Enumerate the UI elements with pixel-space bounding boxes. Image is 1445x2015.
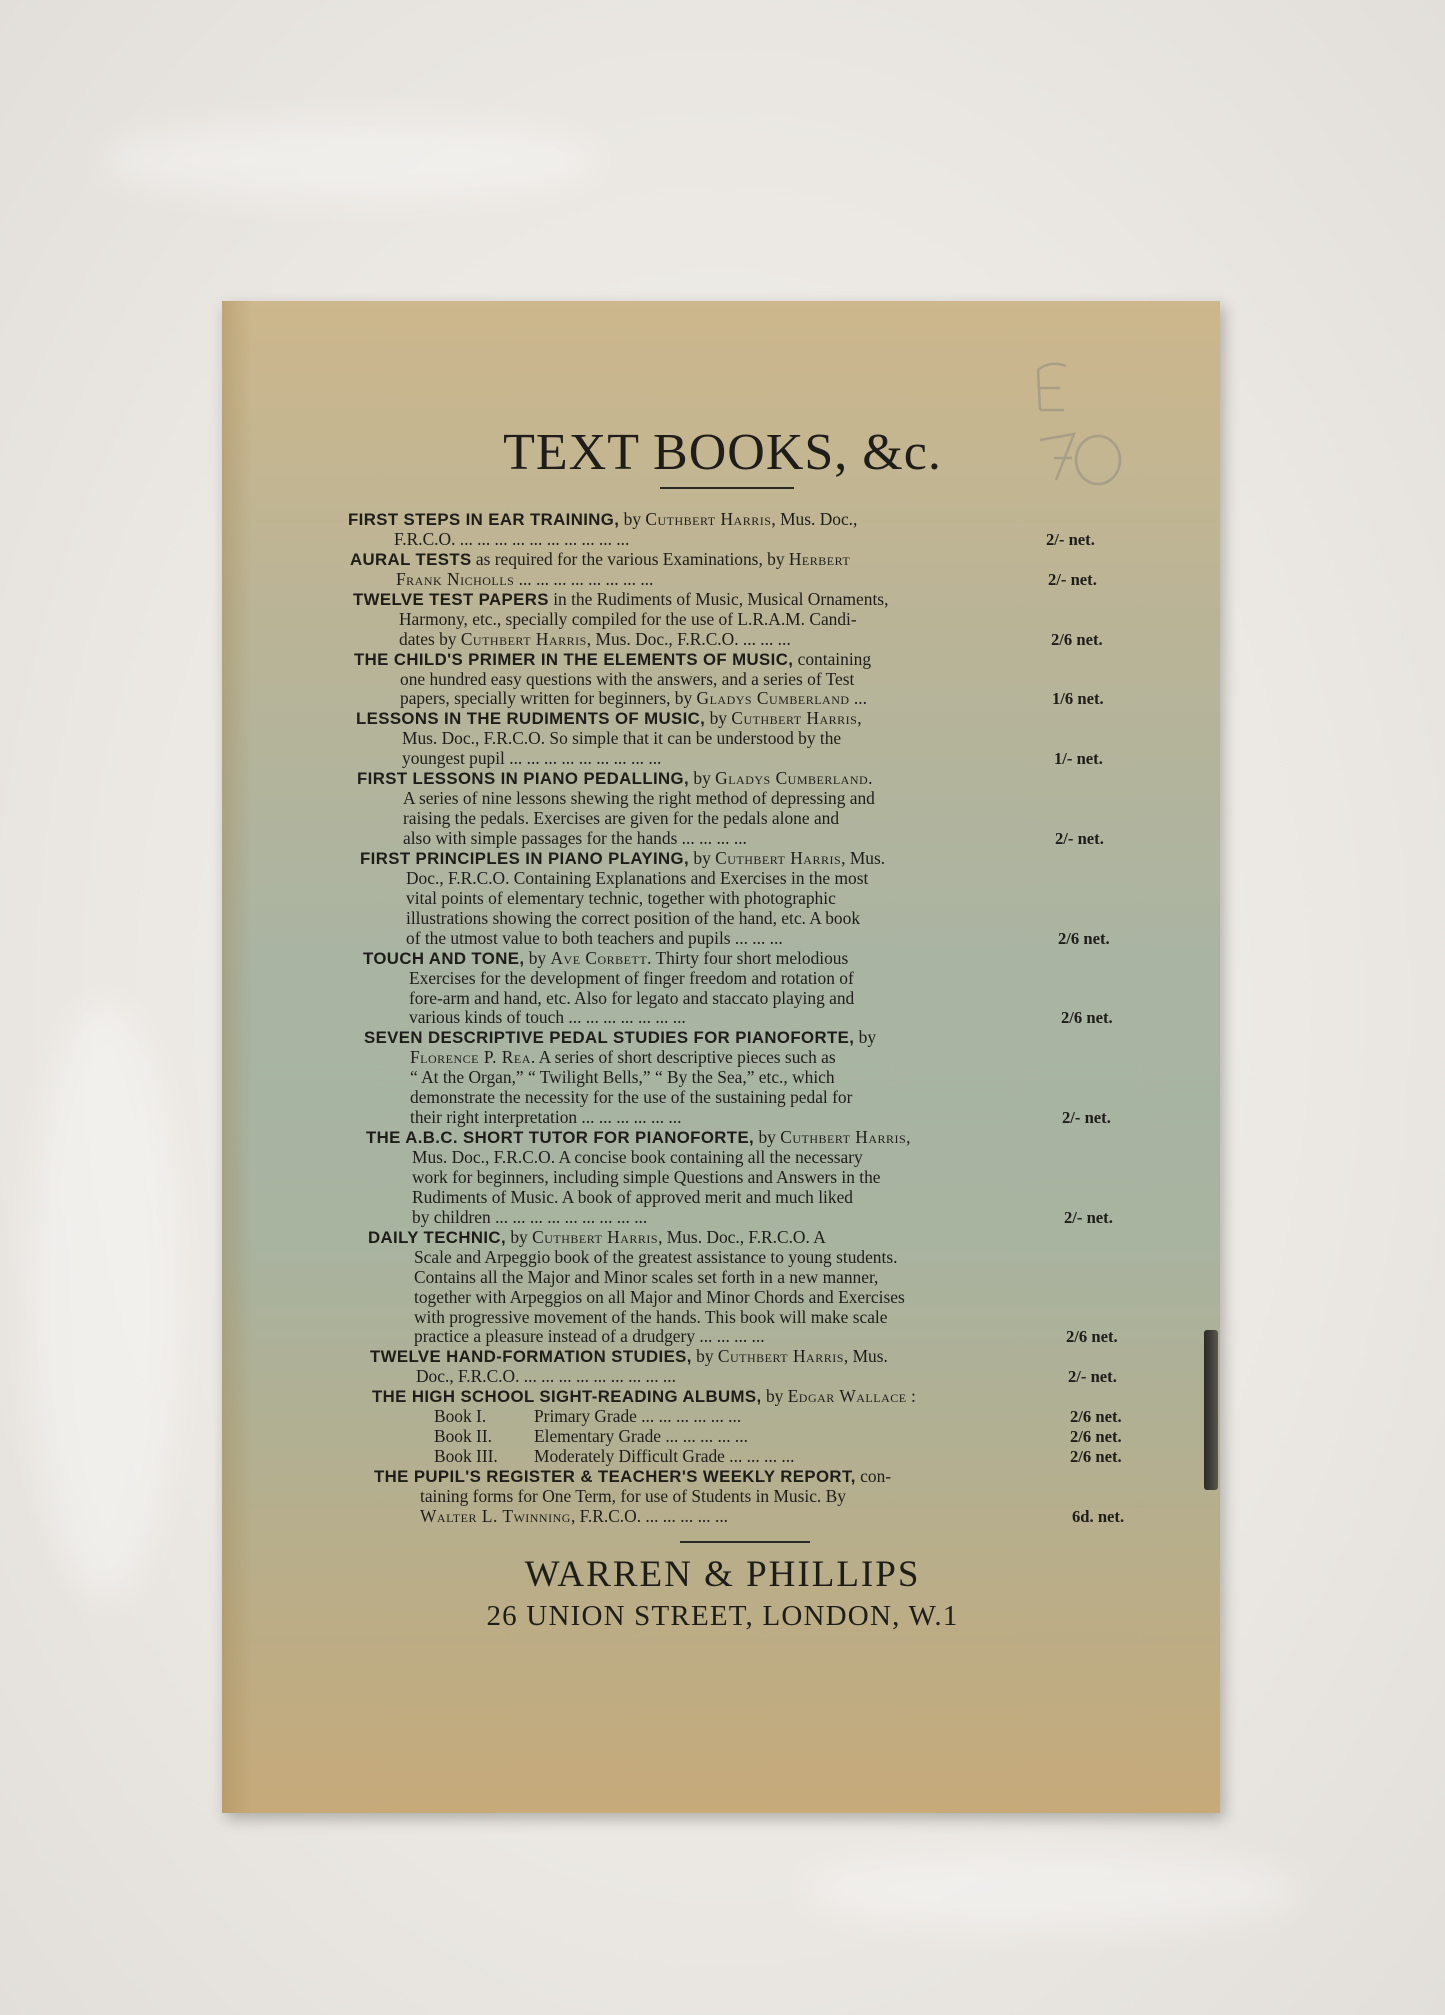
entry-text: Harmony, etc., specially compiled for the use of L.R.A.M. Candi- bbox=[399, 608, 857, 629]
entry-text: , F.R.C.O. ... ... ... ... ... bbox=[570, 1505, 729, 1526]
book-number: Book II. bbox=[434, 1426, 492, 1447]
entry-text: Scale and Arpeggio book of the greatest assistance to young students. bbox=[414, 1246, 898, 1267]
entry-line bbox=[363, 1007, 1113, 1028]
author-name: Cuthbert Harris bbox=[717, 1346, 844, 1367]
entry-text: , Mus. Doc., F.R.C.O. ... ... ... bbox=[586, 628, 791, 649]
author-name: Frank Nicholls bbox=[396, 568, 515, 589]
publisher-divider bbox=[680, 1541, 810, 1543]
price: 2/6 net. bbox=[1051, 629, 1103, 649]
entry-text: Rudiments of Music. A book of approved merit and much liked bbox=[412, 1186, 853, 1207]
entry-text: , Mus. Doc., F.R.C.O. A bbox=[658, 1226, 826, 1247]
entry-line bbox=[370, 1347, 1108, 1367]
author-name: Cuthbert Harris, bbox=[780, 1127, 912, 1148]
background-fold bbox=[800, 1850, 1300, 1930]
entry-line bbox=[360, 909, 1108, 929]
book-entry bbox=[353, 590, 1108, 650]
author-name: Herbert bbox=[788, 548, 851, 569]
entry-text: by bbox=[689, 847, 716, 868]
entry-text: together with Arpeggios on all Major and Minor Chords and Exercises bbox=[414, 1286, 905, 1307]
entry-line bbox=[350, 570, 1108, 590]
book-title: FIRST STEPS IN EAR TRAINING, bbox=[348, 510, 620, 529]
entry-line bbox=[348, 510, 1108, 530]
entry-text: Doc., F.R.C.O. Containing Explanations and Exercises in the most bbox=[406, 867, 869, 888]
album-book-row bbox=[372, 1406, 1122, 1427]
author-name: Gladys Cumberland. bbox=[715, 768, 874, 789]
price: 2/- net. bbox=[1064, 1207, 1113, 1227]
entry-text: Contains all the Major and Minor scales set forth in a new manner, bbox=[414, 1266, 879, 1287]
entry-line bbox=[366, 1168, 1108, 1188]
entry-line bbox=[366, 1206, 1113, 1228]
entry-line bbox=[357, 829, 1108, 849]
entry-line bbox=[357, 769, 1108, 789]
entry-line bbox=[366, 1128, 1108, 1148]
entry-text: by bbox=[761, 1386, 788, 1407]
book-entry bbox=[364, 1027, 1111, 1128]
entry-text: , Mus. Doc., bbox=[771, 509, 858, 529]
entry-line bbox=[354, 650, 1108, 670]
entry-line bbox=[360, 849, 1108, 869]
book-entry bbox=[354, 650, 1108, 710]
book-grade: Primary Grade ... ... ... ... ... ... bbox=[534, 1406, 742, 1427]
entry-text: practice a pleasure instead of a drudgery ... ... ... ... bbox=[414, 1326, 765, 1347]
entry-line bbox=[350, 550, 1108, 570]
price: 2/- net. bbox=[1048, 569, 1097, 589]
entry-text: . Thirty four short melodious bbox=[647, 947, 849, 968]
entry-text: of the utmost value to both teachers and pupils ... ... ... bbox=[406, 927, 783, 948]
book-number: Book I. bbox=[434, 1406, 487, 1427]
book-title: FIRST LESSONS IN PIANO PEDALLING, bbox=[357, 769, 690, 789]
book-entry bbox=[366, 1127, 1113, 1228]
entry-text: illustrations showing the correct position of the hand, etc. A book bbox=[406, 907, 861, 928]
entry-line bbox=[374, 1467, 1108, 1487]
entry-line bbox=[372, 1387, 1108, 1407]
book-title: THE CHILD'S PRIMER IN THE ELEMENTS OF MUSIC, bbox=[354, 649, 794, 669]
price: 2/6 net. bbox=[1070, 1427, 1122, 1447]
book-title: AURAL TESTS bbox=[350, 549, 472, 569]
entry-text: F.R.C.O. ... ... ... ... ... ... ... ... ... ... bbox=[394, 528, 630, 549]
entry-line bbox=[364, 1048, 1108, 1068]
book-title: THE A.B.C. SHORT TUTOR FOR PIANOFORTE, bbox=[366, 1128, 755, 1148]
price: 6d. net. bbox=[1072, 1506, 1125, 1526]
entry-line bbox=[360, 929, 1108, 949]
price: 2/6 net. bbox=[1058, 928, 1110, 948]
entry-text: Mus. Doc., F.R.C.O. A concise book containing all the necessary bbox=[412, 1147, 863, 1167]
book-title: THE PUPIL'S REGISTER & TEACHER'S WEEKLY REPORT, bbox=[374, 1467, 856, 1486]
entry-line bbox=[364, 1068, 1108, 1088]
entry-line bbox=[368, 1308, 1108, 1328]
entry-text: , Mus. bbox=[841, 847, 886, 868]
book-title: TWELVE TEST PAPERS bbox=[353, 589, 549, 609]
book-title: FIRST PRINCIPLES IN PIANO PLAYING, bbox=[360, 848, 690, 868]
entry-line bbox=[364, 1028, 1108, 1048]
book-entry bbox=[356, 709, 1108, 769]
book-entry bbox=[348, 510, 1108, 550]
entry-line bbox=[368, 1228, 1108, 1248]
author-name: Walter L. Twinning bbox=[420, 1505, 571, 1526]
entry-line bbox=[374, 1487, 1108, 1507]
entry-line bbox=[354, 689, 1108, 709]
entry-text: by bbox=[689, 768, 716, 789]
entry-line bbox=[368, 1288, 1108, 1308]
entry-text: youngest pupil ... ... ... ... ... ... ... ... ... bbox=[402, 748, 662, 769]
entry-text: containing bbox=[793, 648, 872, 669]
book-title: LESSONS IN THE RUDIMENTS OF MUSIC, bbox=[356, 709, 706, 729]
entry-line bbox=[356, 729, 1108, 749]
book-title: THE HIGH SCHOOL SIGHT-READING ALBUMS, bbox=[372, 1387, 762, 1407]
author-name: Ave Corbett bbox=[550, 947, 648, 968]
entry-text: by bbox=[524, 947, 551, 968]
book-list bbox=[348, 509, 1125, 1527]
book-entry bbox=[363, 947, 1113, 1029]
author-name: Cuthbert Harris, bbox=[731, 708, 863, 729]
author-name: Edgar Wallace bbox=[787, 1386, 907, 1407]
publisher-address: 26 UNION STREET, LONDON, W.1 bbox=[486, 1600, 959, 1632]
entry-text: by bbox=[619, 509, 646, 529]
book-entry bbox=[368, 1226, 1118, 1348]
author-name: Gladys Cumberland bbox=[696, 688, 850, 709]
entry-text: , Mus. bbox=[843, 1346, 888, 1367]
entry-text: by bbox=[754, 1127, 781, 1148]
background-fold bbox=[100, 120, 600, 200]
book-entry bbox=[357, 769, 1108, 849]
price: 2/- net. bbox=[1068, 1367, 1117, 1387]
entry-line bbox=[348, 530, 1108, 550]
entry-text: their right interpretation ... ... ... ... ... ... bbox=[410, 1107, 682, 1128]
entry-line bbox=[357, 789, 1108, 809]
entry-text: Mus. Doc., F.R.C.O. So simple that it can be understood by the bbox=[402, 728, 842, 749]
entry-text: : bbox=[906, 1386, 916, 1407]
publisher-name: WARREN & PHILLIPS bbox=[524, 1554, 921, 1595]
book-entry bbox=[350, 550, 1108, 590]
book-entry bbox=[374, 1466, 1125, 1527]
booklet-spine-edge bbox=[1204, 1330, 1218, 1490]
entry-line bbox=[364, 1107, 1111, 1128]
price: 2/- net. bbox=[1062, 1108, 1111, 1128]
entry-text: also with simple passages for the hands ... ... ... ... bbox=[403, 828, 747, 848]
book-entry bbox=[360, 849, 1108, 949]
entry-line bbox=[356, 749, 1108, 769]
entry-text: ... bbox=[849, 688, 867, 709]
price: 1/6 net. bbox=[1052, 689, 1104, 709]
entry-text: Exercises for the development of finger freedom and rotation of bbox=[409, 967, 854, 988]
entry-line bbox=[357, 809, 1108, 829]
price: 2/- net. bbox=[1046, 529, 1095, 549]
entry-text: vital points of elementary technic, together with photographic bbox=[406, 887, 836, 908]
author-name: Cuthbert Harris bbox=[532, 1226, 659, 1247]
book-grade: Elementary Grade ... ... ... ... ... bbox=[534, 1426, 748, 1447]
entry-line bbox=[368, 1326, 1118, 1347]
entry-line bbox=[370, 1366, 1117, 1387]
album-book-row bbox=[372, 1446, 1122, 1467]
entry-line bbox=[363, 949, 1108, 969]
price: 2/6 net. bbox=[1070, 1407, 1122, 1427]
entry-text: raising the pedals. Exercises are given for the pedals alone and bbox=[403, 808, 840, 829]
entry-text: by bbox=[854, 1027, 877, 1048]
entry-line bbox=[366, 1148, 1108, 1168]
title-underline bbox=[660, 487, 794, 489]
entry-line bbox=[363, 969, 1108, 989]
book-grade: Moderately Difficult Grade ... ... ... ... bbox=[534, 1446, 795, 1467]
entry-text: by bbox=[691, 1346, 718, 1367]
book-title: TWELVE HAND-FORMATION STUDIES, bbox=[370, 1347, 692, 1367]
author-name: Cuthbert Harris bbox=[645, 509, 772, 529]
book-entry bbox=[372, 1386, 1122, 1467]
book-number: Book III. bbox=[434, 1446, 498, 1467]
entry-text: papers, specially written for beginners, by bbox=[400, 688, 697, 709]
entry-text: “ At the Organ,” “ Twilight Bells,” “ By the Sea,” etc., which bbox=[410, 1067, 835, 1088]
book-title: SEVEN DESCRIPTIVE PEDAL STUDIES FOR PIANOFORTE, bbox=[364, 1028, 855, 1048]
background-fold bbox=[30, 1000, 180, 1600]
author-name: Cuthbert Harris bbox=[460, 628, 587, 649]
entry-text: as required for the various Examinations, by bbox=[471, 548, 789, 569]
author-name: Florence P. Rea bbox=[410, 1047, 531, 1068]
author-name: Cuthbert Harris bbox=[715, 847, 842, 868]
entry-text: by bbox=[506, 1226, 533, 1247]
entry-text: various kinds of touch ... ... ... ... ... ... ... bbox=[409, 1007, 686, 1028]
price: 2/- net. bbox=[1055, 829, 1104, 848]
entry-line bbox=[363, 989, 1108, 1009]
book-title: DAILY TECHNIC, bbox=[368, 1227, 507, 1247]
entry-text: A series of nine lessons shewing the right method of depressing and bbox=[403, 788, 875, 809]
entry-line bbox=[360, 889, 1108, 909]
entry-text: by children ... ... ... ... ... ... ... ... ... bbox=[412, 1206, 648, 1227]
page-title: TEXT BOOKS, &c. bbox=[503, 424, 942, 481]
book-title: TOUCH AND TONE, bbox=[363, 948, 525, 968]
entry-text: . A series of short descriptive pieces such as bbox=[530, 1047, 836, 1068]
entry-line bbox=[360, 869, 1108, 889]
entry-text: work for beginners, including simple Questions and Answers in the bbox=[412, 1166, 881, 1187]
entry-text: ... ... ... ... ... ... ... ... bbox=[514, 568, 654, 589]
entry-text: in the Rudiments of Music, Musical Ornaments, bbox=[548, 588, 889, 609]
entry-text: dates by bbox=[399, 628, 461, 649]
entry-text: Doc., F.R.C.O. ... ... ... ... ... ... ... ... ... bbox=[416, 1366, 676, 1387]
album-book-row bbox=[372, 1426, 1122, 1447]
entry-line bbox=[368, 1248, 1108, 1268]
entry-text: demonstrate the necessity for the use of the sustaining pedal for bbox=[410, 1087, 853, 1108]
entry-text: fore-arm and hand, etc. Also for legato and staccato playing and bbox=[409, 987, 855, 1008]
entry-line bbox=[356, 709, 1108, 729]
pencil-marks bbox=[1010, 330, 1140, 510]
entry-line bbox=[366, 1188, 1108, 1208]
entry-line bbox=[368, 1268, 1108, 1288]
entry-line bbox=[353, 630, 1108, 650]
entry-line bbox=[353, 590, 1108, 610]
entry-line bbox=[374, 1505, 1125, 1527]
entry-text: taining forms for One Term, for use of Students in Music. By bbox=[420, 1485, 846, 1506]
price: 1/- net. bbox=[1054, 749, 1103, 769]
entry-text: with progressive movement of the hands. This book will make scale bbox=[414, 1306, 888, 1327]
price: 2/6 net. bbox=[1070, 1447, 1122, 1467]
entry-line bbox=[354, 670, 1108, 690]
entry-text: one hundred easy questions with the answers, and a series of Test bbox=[400, 668, 855, 689]
entry-text: con- bbox=[855, 1466, 892, 1486]
price: 2/6 net. bbox=[1066, 1327, 1118, 1347]
entry-line bbox=[353, 610, 1108, 630]
entry-text: by bbox=[705, 708, 732, 729]
price: 2/6 net. bbox=[1061, 1008, 1113, 1028]
book-entry bbox=[370, 1346, 1117, 1387]
entry-line bbox=[364, 1088, 1108, 1108]
